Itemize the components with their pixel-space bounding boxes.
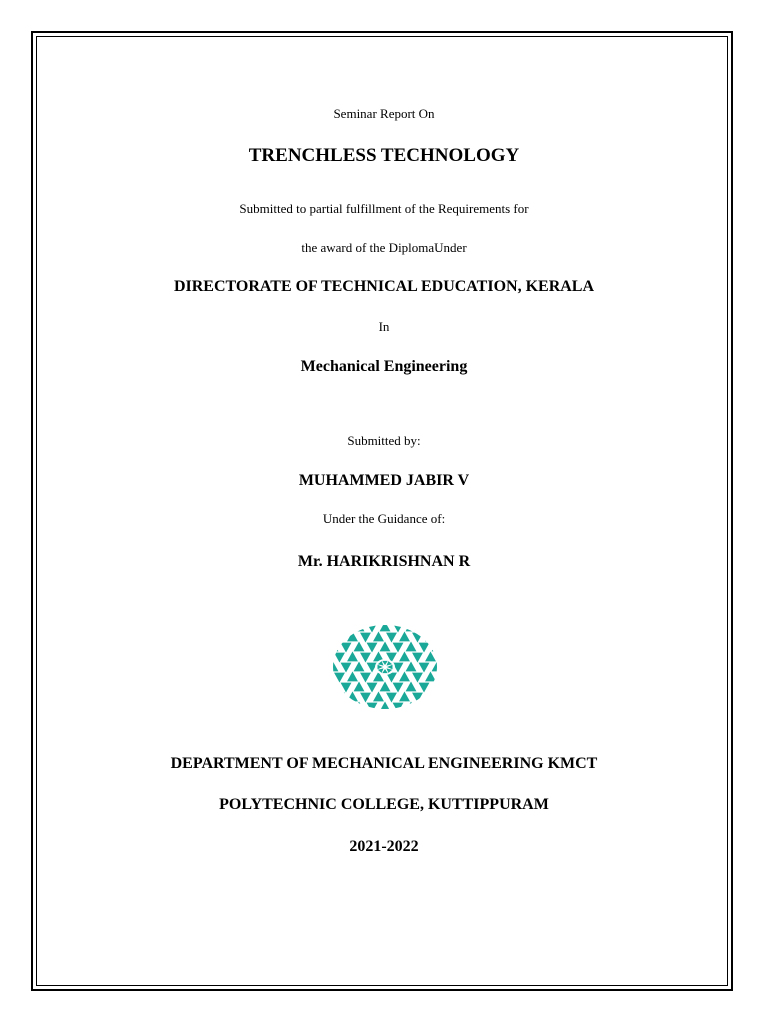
college-emblem-icon bbox=[332, 624, 438, 710]
emblem-tile bbox=[432, 642, 438, 652]
emblem-tile bbox=[412, 693, 423, 703]
emblem-tile bbox=[367, 703, 378, 710]
emblem-tile bbox=[399, 652, 410, 662]
emblem-tile bbox=[386, 633, 397, 643]
emblem-tile bbox=[360, 693, 371, 703]
emblem-tile bbox=[334, 653, 345, 663]
emblem-tile bbox=[432, 682, 438, 692]
emblem-tile bbox=[354, 662, 365, 672]
emblem-tile bbox=[380, 642, 391, 652]
emblem-tile bbox=[393, 703, 404, 710]
emblem-tile bbox=[332, 682, 338, 692]
emblem-tile bbox=[412, 653, 423, 663]
emblem-tile bbox=[425, 652, 436, 662]
emblem-tile bbox=[380, 702, 391, 710]
submitted-by-label: Submitted by: bbox=[347, 433, 421, 448]
emblem-tile bbox=[393, 683, 404, 693]
emblem-tile bbox=[341, 643, 352, 653]
emblem-tile bbox=[386, 693, 397, 703]
emblem-tile bbox=[354, 642, 365, 652]
branch-name: Mechanical Engineering bbox=[300, 358, 468, 375]
emblem-tile bbox=[406, 702, 417, 710]
emblem-tile bbox=[332, 624, 338, 631]
emblem-tile bbox=[419, 663, 430, 673]
emblem-tile bbox=[393, 624, 404, 632]
emblem-tile bbox=[341, 663, 352, 673]
emblem-tile bbox=[412, 633, 423, 643]
emblem-tile bbox=[332, 702, 338, 710]
emblem-tile bbox=[373, 692, 384, 702]
emblem-tile bbox=[425, 672, 436, 682]
emblem-tile bbox=[347, 652, 358, 662]
emblem-tile bbox=[419, 624, 430, 632]
emblem-tile bbox=[419, 703, 430, 710]
department-line1: DEPARTMENT OF MECHANICAL ENGINEERING KMCT bbox=[170, 755, 598, 772]
guide-name: Mr. HARIKRISHNAN R bbox=[297, 553, 471, 570]
emblem-tile bbox=[399, 632, 410, 642]
emblem-tile bbox=[367, 624, 378, 632]
emblem-tile bbox=[360, 653, 371, 663]
emblem-tile bbox=[334, 633, 345, 643]
emblem-tile bbox=[347, 692, 358, 702]
emblem-tile bbox=[380, 624, 391, 631]
emblem-tile bbox=[341, 703, 352, 710]
seminar-label: Seminar Report On bbox=[333, 106, 435, 121]
emblem-tile bbox=[334, 693, 345, 703]
emblem-tile bbox=[332, 662, 338, 672]
emblem-tile bbox=[341, 683, 352, 693]
academic-year: 2021-2022 bbox=[349, 838, 419, 855]
emblem-tile bbox=[432, 624, 438, 631]
emblem-tile bbox=[419, 683, 430, 693]
emblem-tile bbox=[406, 642, 417, 652]
emblem-tile bbox=[432, 662, 438, 672]
emblem-tile bbox=[412, 673, 423, 683]
submission-statement-line1: Submitted to partial fulfillment of the Requirements for bbox=[239, 201, 529, 216]
emblem-tile bbox=[419, 643, 430, 653]
emblem-tile bbox=[354, 682, 365, 692]
emblem-tile bbox=[406, 682, 417, 692]
submission-statement-line2: the award of the DiplomaUnder bbox=[301, 240, 467, 255]
emblem-tile bbox=[399, 692, 410, 702]
report-title: TRENCHLESS TECHNOLOGY bbox=[248, 145, 520, 166]
emblem-tile bbox=[380, 682, 391, 692]
emblem-tile bbox=[432, 702, 438, 710]
emblem-tile bbox=[332, 642, 338, 652]
emblem-tile bbox=[373, 632, 384, 642]
emblem-tile bbox=[334, 673, 345, 683]
emblem-tile bbox=[406, 662, 417, 672]
emblem-tile bbox=[425, 692, 436, 702]
emblem-tile bbox=[347, 672, 358, 682]
emblem-tile bbox=[341, 624, 352, 632]
emblem-tile bbox=[393, 643, 404, 653]
directorate-name: DIRECTORATE OF TECHNICAL EDUCATION, KERALA bbox=[173, 278, 595, 295]
emblem-tile bbox=[347, 632, 358, 642]
emblem-tile bbox=[367, 683, 378, 693]
emblem-tile bbox=[406, 624, 417, 631]
in-label: In bbox=[378, 319, 390, 334]
emblem-tile bbox=[360, 673, 371, 683]
emblem-tile bbox=[354, 624, 365, 631]
emblem-tile bbox=[399, 672, 410, 682]
emblem-tile bbox=[425, 632, 436, 642]
student-name: MUHAMMED JABIR V bbox=[298, 472, 470, 489]
department-line2: POLYTECHNIC COLLEGE, KUTTIPPURAM bbox=[219, 796, 549, 813]
guidance-label: Under the Guidance of: bbox=[322, 511, 446, 526]
emblem-tile bbox=[354, 702, 365, 710]
emblem-tile bbox=[367, 643, 378, 653]
emblem-tile bbox=[360, 633, 371, 643]
